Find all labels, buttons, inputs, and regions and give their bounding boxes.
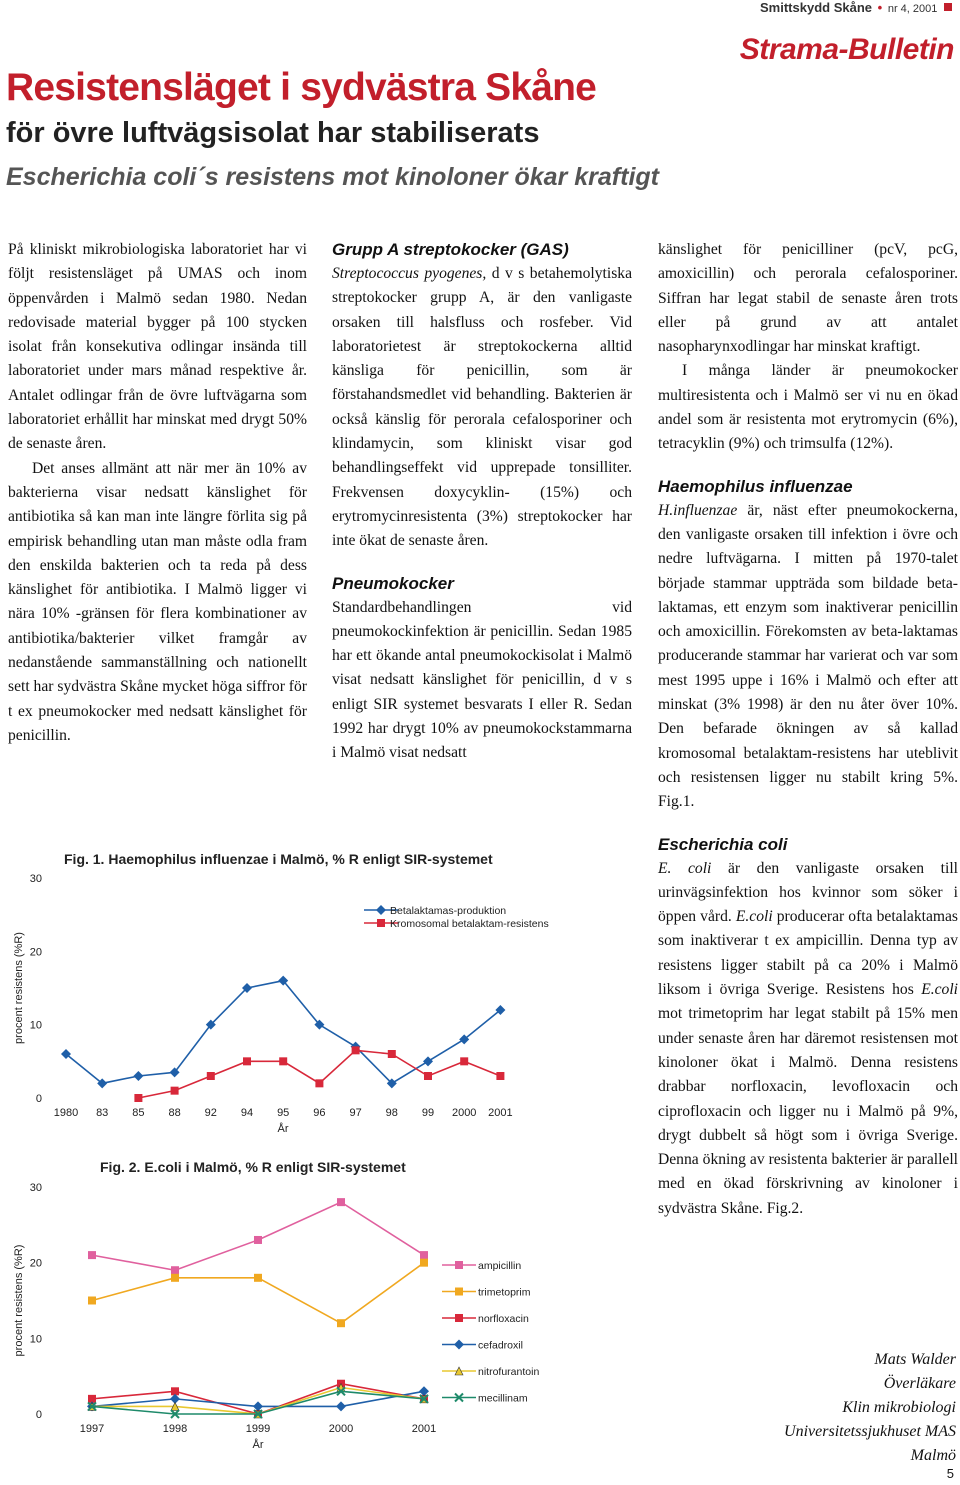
- author-signature: [784, 1348, 956, 1468]
- x-tick-label: 97: [349, 1107, 362, 1119]
- bulletin-name: Strama-Bulletin: [739, 33, 954, 66]
- x-tick-label: 94: [240, 1107, 254, 1119]
- chart-title: Fig. 1. Haemophilus influenzae i Malmö, % R enligt SIR-systemet: [64, 851, 493, 867]
- x-tick-label: 88: [168, 1107, 181, 1119]
- paragraph: Det anses allmänt att när mer än 10% av bakterierna visar nedsatt känslighet för antibiotika så kan man inte längre förlita sig på empirisk behandling utan man måste odla fram den enskilda bakterien och ta reda på dess känslighet för antibiotika. I Malmö ligger vi nära 10% -gränsen för flera kombinationer av antibiotika/bakterier vilket framgår av nedanstående sammanställning och nationellt sett har sydvästra Skåne mycket höga siffror för t ex pneumokocker med nedsatt känslighet för penicillin.: [8, 459, 307, 744]
- legend-label: mecillinam: [478, 1392, 528, 1405]
- legend-label: Betalaktamas-produktion: [390, 905, 507, 917]
- series-line: [138, 1050, 500, 1098]
- paragraph: H.influenzae är, näst efter pneumokockerna, den vanligaste orsaken till infektion i övre och nedre luftvägarna. I mitten på 1970-talet började stammar uppträda som bildade beta-laktamas, ett enzym som inaktiverar penicillin och amoxicillin. Förekomsten av beta-laktamas producerande stammar har varierat och var som mest 1995 uppe i 16% i Malmö och efter att minskat (3% 1998) är den nu åter över 10%. Den befarade ökningen av så kallad kromosomal betalaktam-resistens har uteblivit och resistensen ligger nu stabilt kring 5%. Fig.1.: [658, 501, 958, 811]
- x-tick-label: 2000: [451, 1107, 477, 1119]
- legend-label: nitrofurantoin: [478, 1366, 540, 1378]
- data-point: [88, 1251, 96, 1259]
- legend-label: cefadroxil: [478, 1339, 523, 1352]
- data-point: [376, 905, 386, 915]
- y-tick-label: 0: [35, 1093, 42, 1105]
- data-point: [279, 1057, 287, 1065]
- data-point: [454, 1340, 464, 1350]
- data-point: [88, 1297, 96, 1305]
- publication-name: Smittskydd Skåne: [760, 0, 873, 15]
- data-point: [420, 1259, 428, 1267]
- x-tick-label: 98: [385, 1107, 398, 1119]
- data-point: [377, 919, 385, 927]
- x-tick-label: 1999: [245, 1423, 271, 1435]
- data-point: [134, 1094, 142, 1102]
- y-axis-label: procent resistens (%R): [13, 1244, 25, 1357]
- x-tick-label: 2001: [488, 1107, 513, 1119]
- legend-label: Kromosomal betalaktam-resistens: [390, 918, 549, 930]
- data-point: [171, 1266, 179, 1274]
- section-heading: Escherichia coli: [658, 834, 788, 854]
- data-point: [254, 1236, 262, 1244]
- series-line: [92, 1263, 424, 1324]
- data-point: [455, 1288, 463, 1296]
- masthead: Smittskydd Skåne • nr 4, 2001: [760, 0, 952, 15]
- data-point: [496, 1072, 504, 1080]
- legend-label: ampicillin: [478, 1260, 522, 1272]
- y-tick-label: 0: [35, 1409, 42, 1421]
- figures: [0, 840, 650, 1480]
- data-point: [455, 1261, 463, 1269]
- paragraph: Streptococcus pyogenes, d v s betahemolytiska streptokocker grupp A, är den vanligaste orsaken till halsfluss och rosfeber. Vid laboratorietest är streptokockerna alltid känsliga för penicillin, som är förstahandsmedlet vid behandling. Bakterien är också känslig för perorala cefalosporiner och klindamycin, som kliniskt visar god behandlingseffekt vid upprepade tonsilliter. Frekvensen doxycyklin- (15%) och erytromycinresistenta (3%) streptokocker har inte ökat de senaste åren.: [332, 265, 632, 550]
- data-point: [207, 1072, 215, 1080]
- red-square-icon: [944, 3, 952, 11]
- data-point: [337, 1198, 345, 1206]
- paragraph: känslighet för penicilliner (pcV, pcG, amoxicillin) och perorala cefalosporiner. Siffran har legat stabil de senaste åren trots eller på grund av att antalet nasopharynxodlingar har minskat kraftigt.: [658, 241, 958, 356]
- paragraph: På kliniskt mikrobiologiska laboratoriet har vi följt resistensläget på UMAS och inom öppenvården i Malmö sedan 1980. Nedan redovisade material bygger på 100 stycken isolat från konsekutiva odlingar insända till laboratoriet under mars månad respektive år. Antalet odlingar från de övre luftvägarna som laboratoriet erhållit har minskat med drygt 50% de senaste åren.: [8, 241, 307, 453]
- article-kicker: Escherichia coli´s resistens mot kinoloner ökar kraftigt: [6, 163, 659, 191]
- article-title: Resistensläget i sydvästra Skåne: [6, 66, 597, 109]
- page-number: 5: [946, 1466, 954, 1481]
- paragraph: Standardbehandlingen vid pneumokockinfektion är penicillin. Sedan 1985 har ett ökande antal pneumokockisolat i Malmö visat nedsatt känslighet för penicillin, d v s enligt SIR systemet besvarats I eller R. Sedan 1992 har drygt 10% av pneumokockstammarna i Malmö visat nedsatt: [332, 598, 632, 762]
- data-point: [352, 1046, 360, 1054]
- author-city: Malmö: [910, 1447, 956, 1464]
- data-point: [423, 1056, 433, 1066]
- legend-label: trimetoprim: [478, 1286, 531, 1299]
- data-point: [337, 1319, 345, 1327]
- x-axis-label: År: [277, 1123, 289, 1135]
- series-line: [66, 981, 500, 1084]
- data-point: [243, 1057, 251, 1065]
- author-department: Klin mikrobiologi: [842, 1399, 956, 1416]
- x-tick-label: 96: [313, 1107, 326, 1119]
- data-point: [455, 1314, 463, 1322]
- column-1: [8, 238, 307, 748]
- x-tick-label: 1980: [53, 1107, 79, 1119]
- issue-label: nr 4, 2001: [887, 3, 938, 15]
- paragraph: E. coli är den vanligaste orsaken till urinvägsinfektion hos kvinnor som söker i öppen vård. E.coli producerar ofta betalaktamas som inaktiverar t ex ampicillin. Denna typ av resistens ligger stabilt på ca 20% i Malmö liksom i övriga Sverige. Resistens hos E.coli mot trimetoprim har legat stabilt på 15% men under senaste åren har däremot resistensen mot kinoloner ökat i Malmö. Denna resistens drabbar norfloxacin, levofloxacin och ciprofloxacin och ligger nu i Malmö på 9%, drygt dubbelt så högt som i övriga Sverige. Denna ökning av resistenta bakterier är parallell med en ökad förskrivning av kinoloner i sydvästra Skåne. Fig.2.: [658, 859, 958, 1217]
- y-tick-label: 10: [29, 1333, 42, 1346]
- column-2: [332, 238, 632, 766]
- data-point: [460, 1057, 468, 1065]
- y-tick-label: 30: [29, 1182, 42, 1194]
- species-name: Streptococcus pyogenes,: [332, 265, 487, 282]
- x-tick-label: 2000: [328, 1423, 354, 1435]
- y-tick-label: 20: [29, 946, 42, 959]
- data-point: [133, 1071, 143, 1081]
- x-tick-label: 85: [132, 1107, 145, 1119]
- y-tick-label: 30: [29, 873, 42, 885]
- chart-title: Fig. 2. E.coli i Malmö, % R enligt SIR-systemet: [100, 1159, 406, 1175]
- section-heading: Pneumokocker: [332, 573, 454, 593]
- x-tick-label: 92: [204, 1107, 217, 1119]
- x-tick-label: 2001: [411, 1423, 437, 1435]
- data-point: [388, 1050, 396, 1058]
- x-tick-label: 1997: [79, 1423, 105, 1435]
- data-point: [420, 1251, 428, 1259]
- data-point: [171, 1274, 179, 1282]
- paragraph: I många länder är pneumokocker multiresistenta och i Malmö ser vi nu en ökad andel som är resistenta mot erytromycin (6%), tetracyklin (9%) och trimsulfa (12%).: [658, 362, 958, 453]
- article-subtitle: för övre luftvägsisolat har stabiliserats: [6, 117, 540, 149]
- section-heading: Haemophilus influenzae: [658, 476, 853, 496]
- y-axis-label: procent resistens (%R): [13, 932, 25, 1044]
- data-point: [315, 1079, 323, 1087]
- data-point: [254, 1274, 262, 1282]
- author-name: Mats Walder: [874, 1351, 956, 1368]
- y-tick-label: 20: [29, 1257, 42, 1270]
- x-axis-label: År: [252, 1439, 264, 1451]
- legend-label: norfloxacin: [478, 1313, 529, 1325]
- column-3: [658, 238, 958, 1221]
- x-tick-label: 1998: [162, 1423, 188, 1435]
- section-heading: Grupp A streptokocker (GAS): [332, 240, 569, 259]
- x-tick-label: 83: [96, 1107, 109, 1119]
- data-point: [424, 1072, 432, 1080]
- x-tick-label: 95: [277, 1107, 290, 1119]
- author-hospital: Universitetssjukhuset MAS: [784, 1423, 956, 1440]
- data-point: [171, 1087, 179, 1095]
- y-tick-label: 10: [29, 1019, 42, 1032]
- author-role: Överläkare: [883, 1375, 956, 1392]
- x-tick-label: 99: [421, 1107, 435, 1119]
- data-point: [336, 1401, 346, 1411]
